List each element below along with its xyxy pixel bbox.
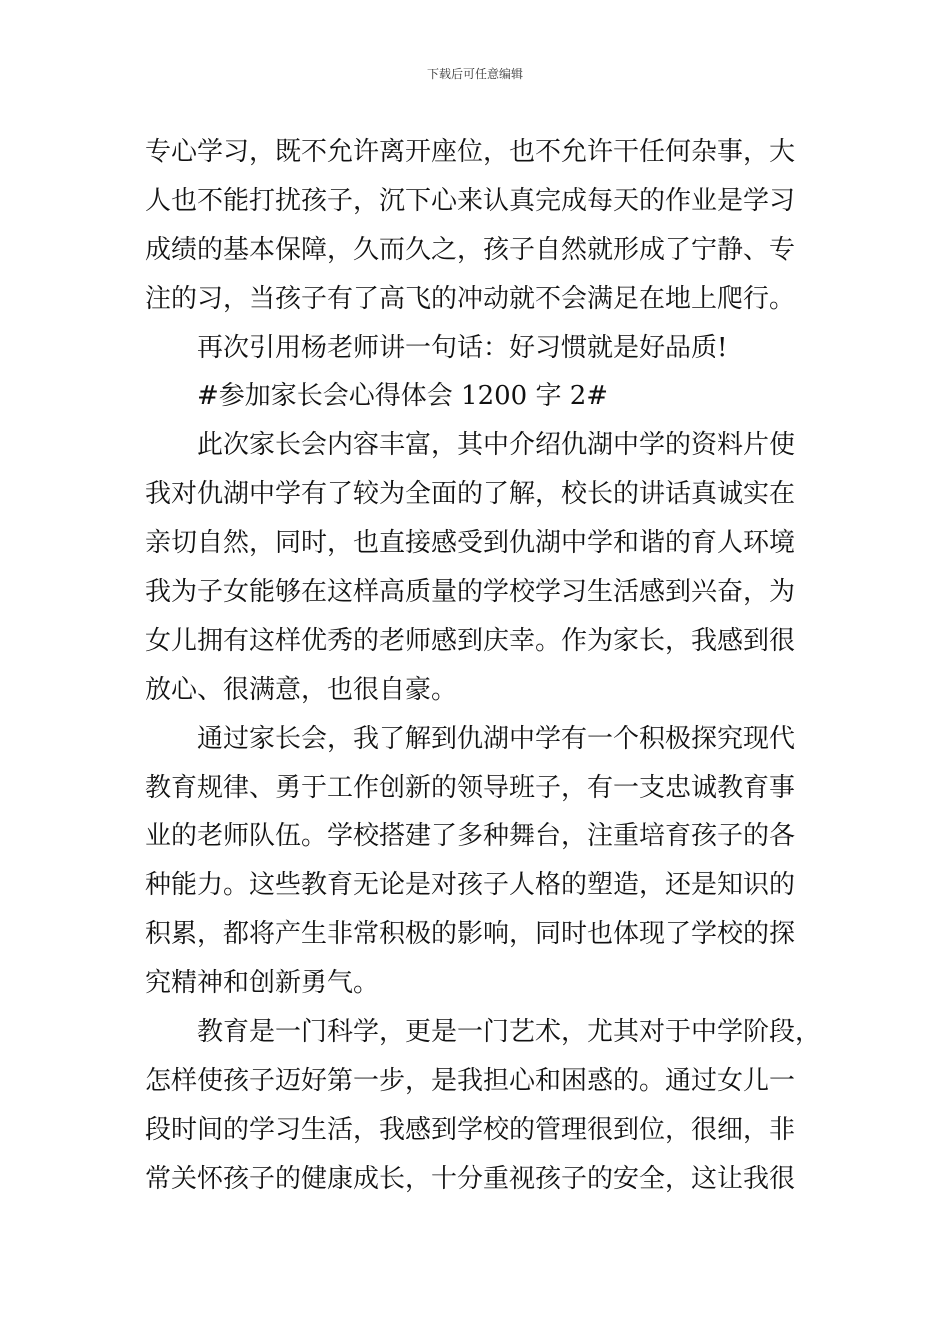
text-line: 段时间的学习生活，我感到学校的管理很到位，很细，非 [145,1114,796,1145]
text-line: 教育是一门科学，更是一门艺术，尤其对于中学阶段， [197,1017,822,1048]
text-line: 注的习，当孩子有了高飞的冲动就不会满足在地上爬行。 [145,283,796,314]
text-line: 女儿拥有这样优秀的老师感到庆幸。作为家长，我感到很 [145,625,796,656]
document-body [145,128,825,1204]
text-line: 怎样使孩子迈好第一步，是我担心和困惑的。通过女儿一 [145,1065,796,1096]
text-line: 究精神和创新勇气。 [145,968,380,999]
text-line: 我为子女能够在这样高质量的学校学习生活感到兴奋，为 [145,577,796,608]
section-heading: #参加家长会心得体会 1200 字 2# [197,381,609,412]
text-line: 成绩的基本保障，久而久之，孩子自然就形成了宁静、专 [145,234,796,265]
text-line: 再次引用杨老师讲一句话：好习惯就是好品质! [197,332,728,363]
text-line: 我对仇湖中学有了较为全面的了解，校长的讲话真诚实在 [145,479,796,510]
text-line: 此次家长会内容丰富，其中介绍仇湖中学的资料片使 [197,430,796,461]
text-line: 人也不能打扰孩子，沉下心来认真完成每天的作业是学习 [145,185,796,216]
text-line: 业的老师队伍。学校搭建了多种舞台，注重培育孩子的各 [145,821,796,852]
text-line: 放心、很满意，也很自豪。 [145,674,458,705]
page-header: 下载后可任意编辑 [426,67,523,81]
text-line: 教育规律、勇于工作创新的领导班子，有一支忠诚教育事 [145,772,796,803]
text-line: 专心学习，既不允许离开座位，也不允许干任何杂事，大 [145,137,796,167]
text-line: 亲切自然，同时，也直接感受到仇湖中学和谐的育人环境 [145,528,796,559]
text-line: 积累，都将产生非常积极的影响，同时也体现了学校的探 [145,919,796,950]
text-line: 通过家长会，我了解到仇湖中学有一个积极探究现代 [197,723,796,754]
text-line: 种能力。这些教育无论是对孩子人格的塑造，还是知识的 [145,870,796,901]
text-line: 常关怀孩子的健康成长，十分重视孩子的安全，这让我很 [145,1163,796,1194]
